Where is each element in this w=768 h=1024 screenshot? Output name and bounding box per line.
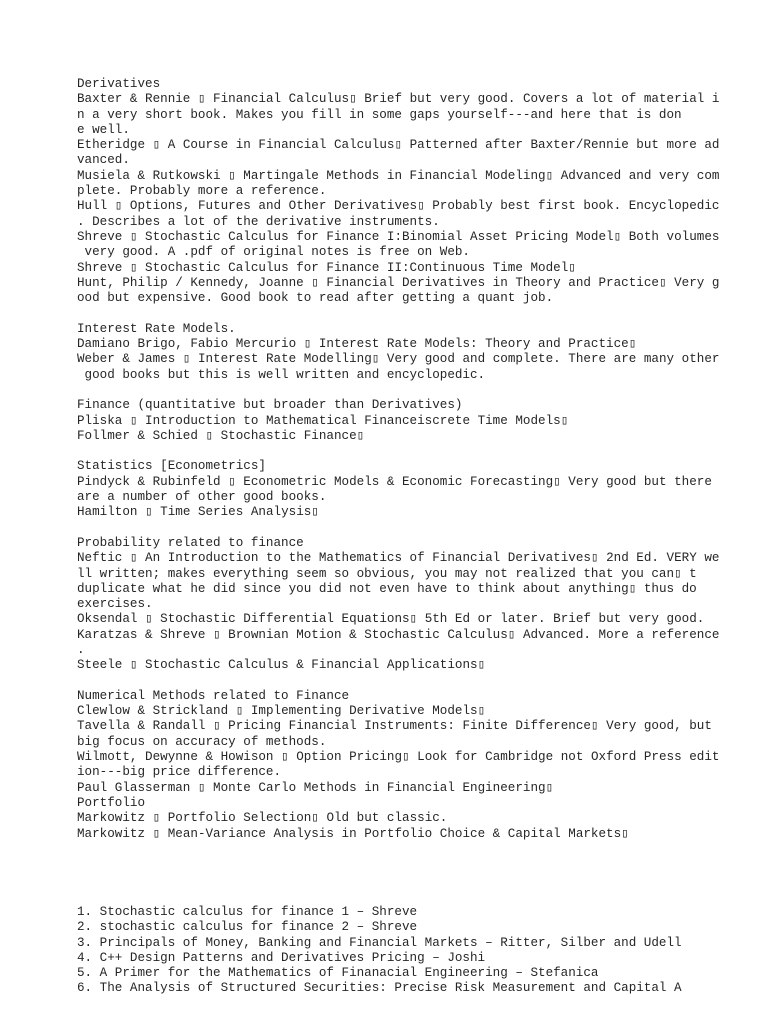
text-line: Pliska ▯ Introduction to Mathematical Financeiscrete Time Models▯ (77, 413, 569, 428)
text-line: . Describes a lot of the derivative instruments. (77, 214, 440, 229)
text-line: vanced. (77, 153, 130, 168)
text-line: Wilmott, Dewynne & Howison ▯ Option Pricing▯ Look for Cambridge not Oxford Press edit (77, 750, 720, 765)
text-line: Pindyck & Rubinfeld ▯ Econometric Models & Economic Forecasting▯ Very good but there (77, 474, 712, 489)
text-line: Musiela & Rutkowski ▯ Martingale Methods in Financial Modeling▯ Advanced and very com (77, 168, 720, 183)
blank-line (77, 306, 737, 321)
list-item: 5. A Primer for the Mathematics of Finanacial Engineering – Stefanica (77, 966, 599, 981)
text-line: plete. Probably more a reference. (77, 184, 327, 199)
list-item: 6. The Analysis of Structured Securities: Precise Risk Measurement and Capital A (77, 981, 682, 996)
section-heading: Derivatives (77, 77, 161, 91)
list-item: 2. stochastic calculus for finance 2 – Shreve (77, 920, 418, 935)
section-heading: Statistics [Econometrics] (77, 459, 266, 474)
section-heading: Portfolio (77, 795, 146, 810)
text-line: Hamilton ▯ Time Series Analysis▯ (77, 505, 319, 520)
text-line: e well. (77, 122, 130, 137)
list-item: 3. Principals of Money, Banking and Financial Markets – Ritter, Silber and Udell (77, 935, 682, 950)
document-body (77, 77, 737, 842)
text-line: Karatzas & Shreve ▯ Brownian Motion & Stochastic Calculus▯ Advanced. More a reference (77, 627, 720, 642)
section-heading: Numerical Methods related to Finance (77, 688, 350, 703)
text-line: big focus on accuracy of methods. (77, 734, 327, 749)
text-line: Etheridge ▯ A Course in Financial Calculus▯ Patterned after Baxter/Rennie but more ad (77, 138, 720, 153)
text-line: ll written; makes everything seem so obvious, you may not realized that you can▯ t (77, 566, 697, 581)
text-line: Shreve ▯ Stochastic Calculus for Finance II:Continuous Time Model▯ (77, 260, 576, 275)
text-line: Damiano Brigo, Fabio Mercurio ▯ Interest Rate Models: Theory and Practice▯ (77, 337, 637, 352)
blank-line (77, 674, 737, 689)
text-line: Clewlow & Strickland ▯ Implementing Derivative Models▯ (77, 704, 486, 719)
text-line: duplicate what he did since you did not even have to think about anything▯ thus do (77, 581, 697, 596)
blank-line (77, 383, 737, 398)
text-line: Neftic ▯ An Introduction to the Mathematics of Financial Derivatives▯ 2nd Ed. VERY we (77, 551, 720, 566)
section-heading: Probability related to finance (77, 535, 304, 550)
text-line: Weber & James ▯ Interest Rate Modelling▯ Very good and complete. There are many other (77, 352, 720, 367)
text-line: Steele ▯ Stochastic Calculus & Financial Applications▯ (77, 658, 486, 673)
text-line: exercises. (77, 597, 153, 612)
text-line: Shreve ▯ Stochastic Calculus for Finance I:Binomial Asset Pricing Model▯ Both volumes (77, 229, 720, 244)
text-line: Oksendal ▯ Stochastic Differential Equations▯ 5th Ed or later. Brief but very good. (77, 612, 705, 627)
blank-line (77, 444, 737, 459)
text-line: Hunt, Philip / Kennedy, Joanne ▯ Financial Derivatives in Theory and Practice▯ Very g (77, 275, 720, 290)
blank-line (77, 521, 737, 536)
text-line: Tavella & Randall ▯ Pricing Financial Instruments: Finite Difference▯ Very good, but (77, 719, 712, 734)
text-line: . (77, 642, 85, 657)
list-item: 4. C++ Design Patterns and Derivatives Pricing – Joshi (77, 950, 486, 965)
section-heading: Finance (quantitative but broader than Derivatives) (77, 398, 463, 413)
text-line: Hull ▯ Options, Futures and Other Derivatives▯ Probably best first book. Encyclopedic (77, 199, 720, 214)
text-line: ion---big price difference. (77, 765, 282, 780)
numbered-book-list (77, 905, 737, 997)
text-line: Markowitz ▯ Mean-Variance Analysis in Portfolio Choice & Capital Markets▯ (77, 826, 629, 841)
text-line: Follmer & Schied ▯ Stochastic Finance▯ (77, 428, 365, 443)
text-line: good books but this is well written and encyclopedic. (77, 367, 486, 382)
list-item: 1. Stochastic calculus for finance 1 – Shreve (77, 905, 418, 919)
text-line: are a number of other good books. (77, 490, 327, 505)
text-line: ood but expensive. Good book to read after getting a quant job. (77, 291, 554, 306)
text-line: Paul Glasserman ▯ Monte Carlo Methods in Financial Engineering▯ (77, 780, 554, 795)
text-line: Markowitz ▯ Portfolio Selection▯ Old but classic. (77, 811, 448, 826)
text-line: Baxter & Rennie ▯ Financial Calculus▯ Brief but very good. Covers a lot of material i (77, 92, 720, 107)
text-line: very good. A .pdf of original notes is free on Web. (77, 245, 470, 260)
text-line: n a very short book. Makes you fill in some gaps yourself---and here that is don (77, 107, 682, 122)
section-heading: Interest Rate Models. (77, 321, 236, 336)
